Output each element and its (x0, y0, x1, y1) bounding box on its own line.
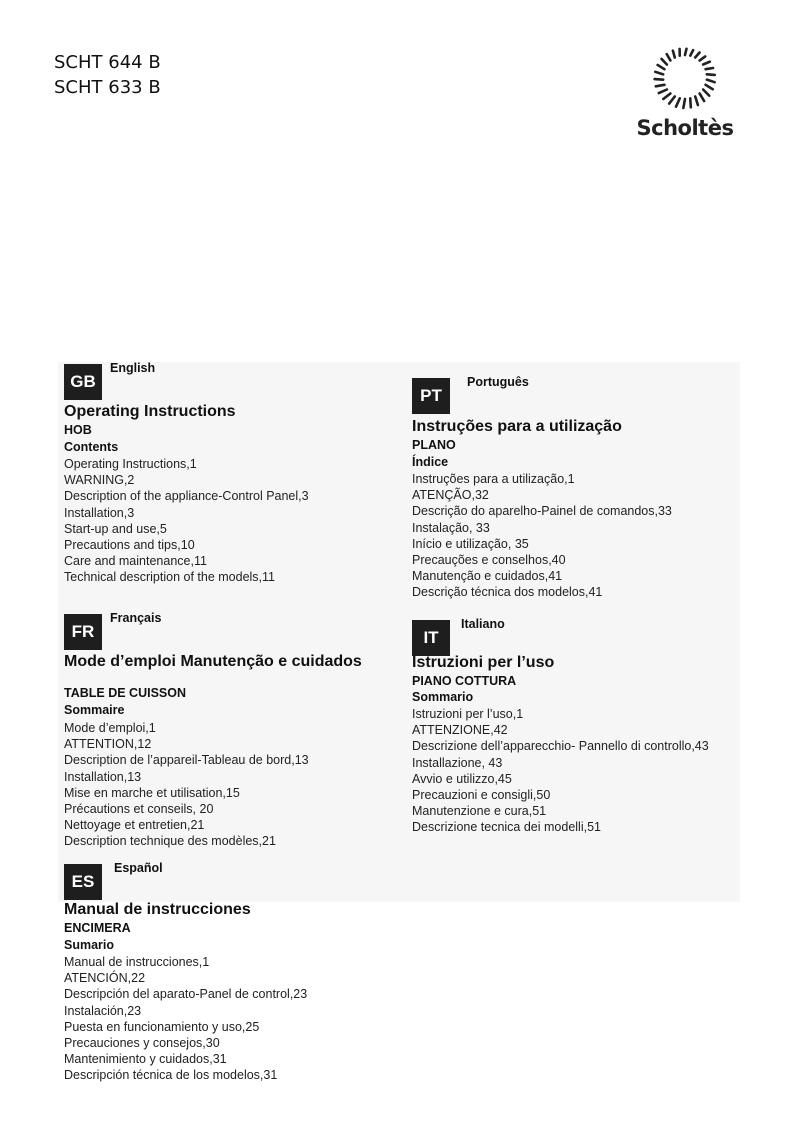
sunburst-ray (700, 56, 706, 60)
list-item: Avvio e utilizzo,45 (412, 771, 512, 786)
list-item: Installation,3 (64, 505, 135, 520)
contents-label: Sommaire (64, 703, 125, 717)
sunburst-ray (658, 65, 665, 69)
contents-list (64, 456, 309, 586)
list-item: Mise en marche et utilisation,15 (64, 785, 240, 800)
list-item: WARNING,2 (64, 473, 135, 488)
language-code-badge: FR (64, 614, 102, 650)
list-item: Care and maintenance,11 (64, 554, 207, 569)
language-name: English (110, 361, 156, 375)
contents-list (412, 471, 672, 601)
list-item: Instalação, 33 (412, 520, 490, 535)
list-item: Precauzioni e consigli,50 (412, 788, 551, 803)
list-item: Manutenzione e cura,51 (412, 804, 547, 819)
language-name: Italiano (461, 617, 505, 631)
list-item: Description de l’appareil-Tableau de bord,13 (64, 753, 309, 768)
list-item: ATTENZIONE,42 (412, 723, 508, 738)
list-item: Start-up and use,5 (64, 521, 167, 536)
product-type: HOB (64, 423, 92, 437)
list-item: ATTENTION,12 (64, 737, 152, 752)
section-title: Mode d’emploi Manutenção e cuidados (64, 653, 362, 670)
list-item: Descripción del aparato-Panel de control,23 (64, 987, 308, 1002)
list-item: Instalación,23 (64, 1003, 142, 1018)
list-item: Precauções e conselhos,40 (412, 553, 566, 568)
language-name: Español (114, 861, 163, 875)
language-code-badge: IT (412, 620, 450, 656)
sunburst-ray (685, 49, 686, 55)
list-item: ATENCIÓN,22 (64, 971, 146, 986)
language-code-badge: ES (64, 864, 102, 900)
list-item: Descrição do aparelho-Painel de comandos,33 (412, 504, 672, 519)
section-title: Istruzioni per l’uso (412, 654, 555, 671)
contents-list (64, 720, 309, 850)
list-item: Précautions et conseils, 20 (64, 802, 214, 817)
sunburst-ray (707, 74, 715, 75)
sunburst-ray (690, 98, 691, 107)
sunburst-ray (700, 93, 705, 101)
sunburst-ray (656, 85, 665, 87)
language-name: Português (467, 375, 529, 389)
list-item: Manual de instrucciones,1 (64, 955, 210, 969)
sunburst-ray (667, 54, 671, 60)
list-item: Istruzioni per l’uso,1 (412, 707, 524, 721)
sunburst-ray (695, 53, 699, 58)
sunburst-ray (655, 72, 663, 75)
sunburst-ray (663, 93, 670, 99)
sunburst-logo-icon (642, 40, 728, 118)
list-item: ATENÇÃO,32 (412, 488, 489, 503)
list-item: Puesta en funcionamiento y uso,25 (64, 1019, 260, 1034)
list-item: Descripción técnica de los modelos,31 (64, 1068, 278, 1083)
list-item: Installation,13 (64, 769, 142, 784)
product-type: TABLE DE CUISSON (64, 686, 186, 700)
brand-logo (630, 40, 740, 145)
list-item: Description of the appliance-Control Panel,3 (64, 489, 309, 504)
sunburst-ray (676, 98, 680, 106)
sunburst-ray (703, 62, 710, 65)
list-item: Installazione, 43 (412, 755, 503, 770)
list-item: Descrição técnica dos modelos,41 (412, 585, 603, 600)
list-item: Description technique des modèles,21 (64, 834, 276, 849)
sunburst-ray (662, 59, 667, 65)
language-name: Français (110, 611, 162, 625)
contents-list (412, 706, 709, 836)
list-item: Descrizione tecnica dei modelli,51 (412, 820, 601, 835)
list-item: Descrizione dell’apparecchio- Pannello di controllo,43 (412, 739, 709, 754)
sunburst-ray (707, 80, 715, 83)
sunburst-ray (655, 79, 664, 80)
sunburst-ray (706, 85, 713, 89)
contents-label: Contents (64, 440, 119, 454)
model-number: SCHT 644 B (54, 52, 161, 73)
sunburst-ray (706, 68, 714, 69)
list-item: Início e utilização, 35 (412, 536, 529, 551)
contents-label: Sumario (64, 938, 115, 952)
language-code-badge: PT (412, 378, 450, 414)
list-item: Manutenção e cuidados,41 (412, 569, 563, 584)
sunburst-ray (690, 50, 693, 56)
model-number: SCHT 633 B (54, 77, 161, 98)
list-item: Precauciones y consejos,30 (64, 1036, 220, 1051)
sunburst-ray (669, 96, 675, 103)
list-item: Nettoyage et entretien,21 (64, 818, 205, 833)
contents-list (64, 954, 307, 1084)
contents-label: Índice (412, 455, 449, 469)
list-item: Instruções para a utilização,1 (412, 472, 575, 486)
sunburst-ray (683, 99, 685, 108)
section-title: Instruções para a utilização (412, 418, 622, 435)
sunburst-ray (703, 90, 709, 96)
section-title: Manual de instrucciones (64, 901, 251, 918)
model-numbers (54, 50, 161, 100)
list-item: Technical description of the models,11 (64, 570, 275, 585)
list-item: Mode d’emploi,1 (64, 721, 156, 735)
brand-name: Scholtès (636, 116, 734, 140)
sunburst-ray (659, 90, 667, 94)
product-type: PLANO (412, 438, 456, 452)
product-type: PIANO COTTURA (412, 674, 517, 688)
contents-label: Sommario (412, 690, 474, 704)
sunburst-ray (695, 96, 698, 105)
list-item: Mantenimiento y cuidados,31 (64, 1052, 227, 1067)
sunburst-ray (673, 51, 675, 58)
list-item: Precautions and tips,10 (64, 538, 195, 553)
section-title: Operating Instructions (64, 403, 236, 420)
list-item: Operating Instructions,1 (64, 457, 197, 471)
product-type: ENCIMERA (64, 921, 131, 935)
language-code-badge: GB (64, 364, 102, 400)
